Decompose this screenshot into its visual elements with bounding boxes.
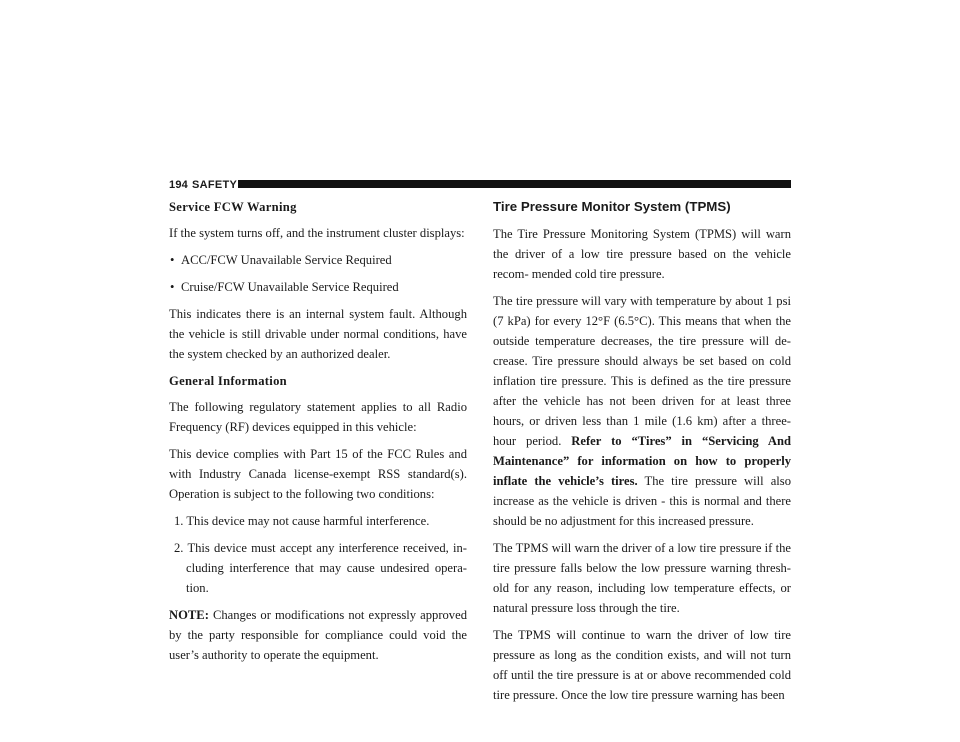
regulatory-paragraph: The following regulatory statement applies to all Radio Frequency (RF) devices equipped in this vehicle: [169,400,467,434]
condition-item: 2. This device must accept any interference received, in- cluding interference that may cause undesired opera- tion. [174,541,467,595]
tpms-p2-text-a: The tire pressure will vary with temperature by about 1 psi (7 kPa) for every 12°F (6.5°C). This means that when the outside temperature decreases, the tire pressure will de- crease. Tire pressure should always be set based on cold inflation tire pressure. This is defined as the tire pressure after the vehicle has not been driven for at least three hours, or driven less than 1 mile (1.6 km) after a three-hour period. [493,294,791,448]
tpms-paragraph-3: The TPMS will warn the driver of a low tire pressure if the tire pressure falls below the low pressure warning thresh- old for any reason, including low temperature effects, or natural pressure loss through the tire. [493,541,791,615]
right-column [493,197,791,712]
note-text: Changes or modifications not expressly approved by the party responsible for compliance could void the user’s authority to operate the equipment. [169,608,467,662]
page-header [169,178,791,192]
header-rule [238,180,791,188]
tpms-paragraph-2 [493,291,791,531]
tpms-heading: Tire Pressure Monitor System (TPMS) [493,199,731,214]
intro-paragraph: If the system turns off, and the instrument cluster displays: [169,226,465,240]
fcc-paragraph: This device complies with Part 15 of the FCC Rules and with Industry Canada license-exempt RSS standard(s). Operation is subject to the following two conditions: [169,447,467,501]
fault-paragraph: This indicates there is an internal system fault. Although the vehicle is still drivable under normal conditions, have the system checked by an authorized dealer. [169,307,467,361]
condition-item: 1. This device may not cause harmful interference. [174,514,430,528]
service-fcw-heading: Service FCW Warning [169,200,297,214]
note-paragraph [169,605,467,665]
tpms-paragraph-1: The Tire Pressure Monitoring System (TPMS) will warn the driver of a low tire pressure based on the vehicle recom- mended cold tire pressure. [493,227,791,281]
bullet-text: ACC/FCW Unavailable Service Required [181,253,392,267]
tpms-p2-text-b: The tire pressure will also increase as the vehicle is driven - this is normal and there should be no adjustment for this increased pressure. [493,474,791,528]
bullet-item [169,277,467,297]
bullet-item [169,250,467,270]
page-number: 194 [169,179,188,191]
bullet-text: Cruise/FCW Unavailable Service Required [181,280,399,294]
note-label: NOTE: [169,608,209,622]
bullet-dot: • [170,280,175,294]
general-info-heading: General Information [169,374,287,388]
tpms-paragraph-4: The TPMS will continue to warn the driver of low tire pressure as long as the condition exists, and will not turn off until the tire pressure is at or above recommended cold tire pressure. Once the low tire pressure warning has been [493,628,791,702]
tpms-p2-reference: Refer to “Tires” in “Servicing And Maintenance” for information on how to properly inflate the vehicle’s tires. [493,434,792,488]
section-name: SAFETY [192,179,238,191]
left-column [169,197,467,672]
bullet-dot: • [170,253,175,267]
